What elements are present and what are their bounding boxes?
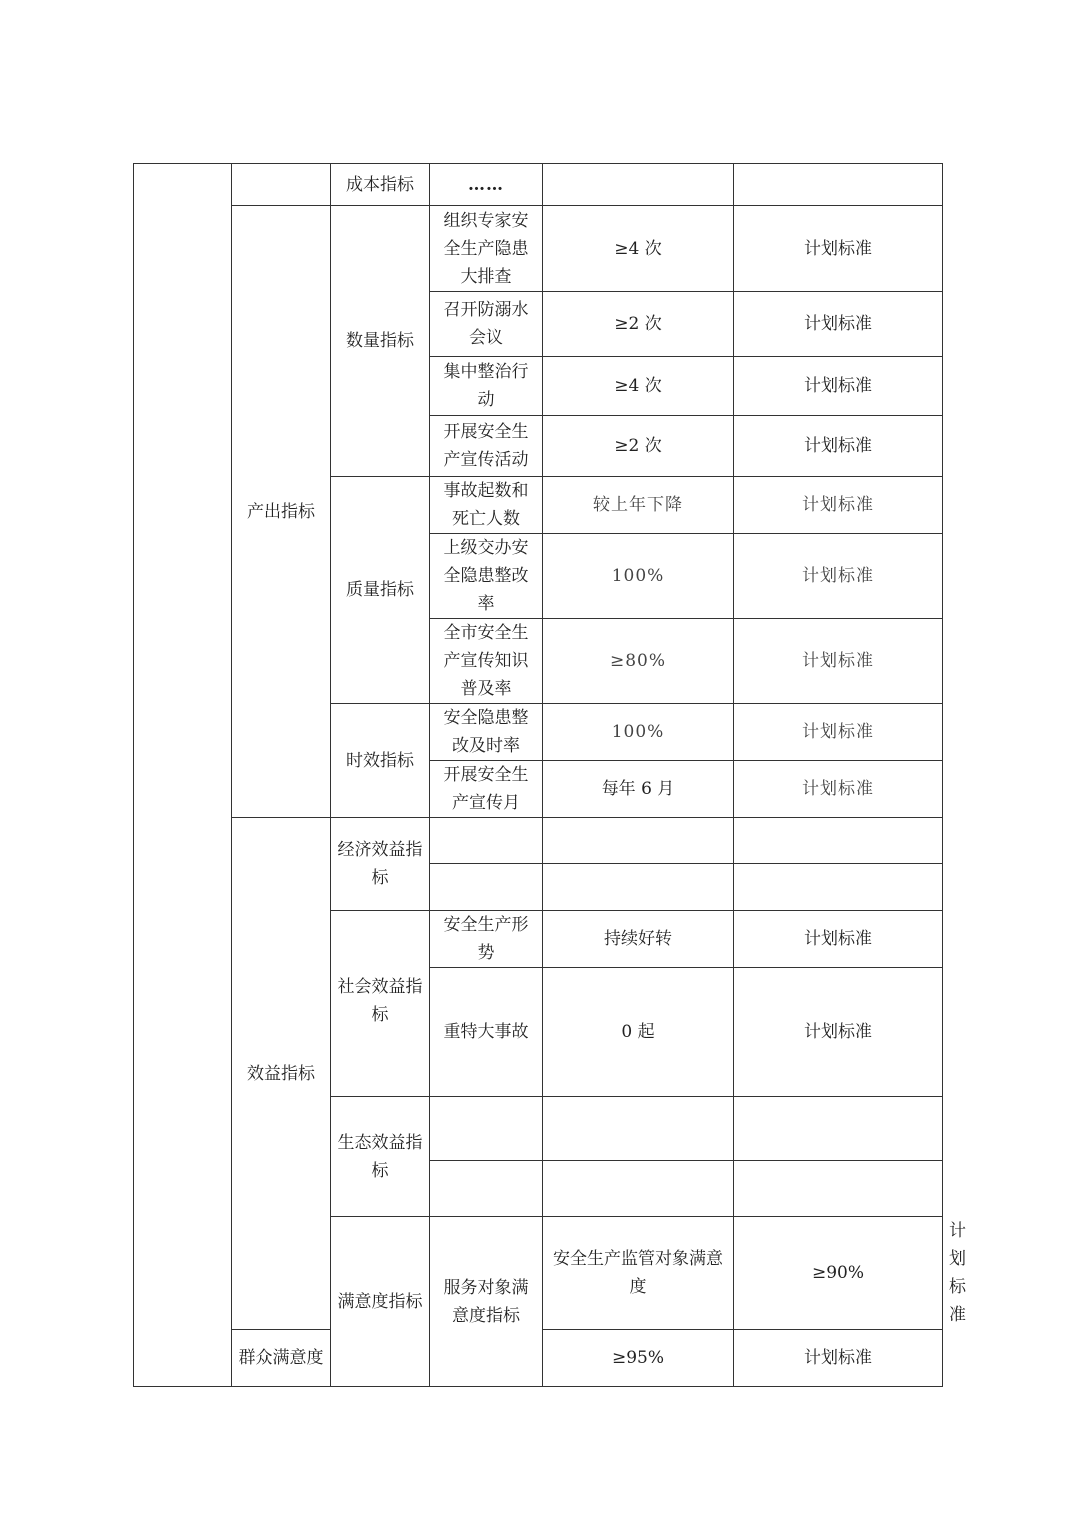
level3-timeliness-indicator: 时效指标 (331, 704, 430, 818)
indicator-blank-cell (430, 818, 543, 864)
value-cell: ≥90% (734, 1217, 943, 1330)
indicator-cell: 开展安全生产宣传活动 (430, 416, 543, 477)
level3-cost-indicator: 成本指标 (331, 164, 430, 206)
standard-cell: 计划标准 (734, 477, 943, 534)
standard-cell: 计划标准 (734, 292, 943, 357)
indicator-cell: 重特大事故 (430, 968, 543, 1097)
standard-cell: 计划标准 (734, 357, 943, 416)
level3-social-indicator: 社会效益指标 (331, 911, 430, 1097)
indicator-cell: 开展安全生产宣传月 (430, 761, 543, 818)
level1-blank-cell (134, 164, 232, 1387)
value-cell (543, 164, 734, 206)
standard-cell: 计划标准 (734, 619, 943, 704)
value-cell: ≥2 次 (543, 416, 734, 477)
performance-indicator-table (133, 163, 966, 1387)
standard-cell: 计划标准 (734, 416, 943, 477)
standard-cell: 计划标准 (734, 206, 943, 292)
indicator-cell: 安全隐患整改及时率 (430, 704, 543, 761)
indicator-cell: 群众满意度 (232, 1330, 331, 1387)
table-row (134, 818, 943, 864)
indicator-blank-cell (430, 1097, 543, 1161)
value-cell: ≥4 次 (543, 357, 734, 416)
standard-blank-cell (734, 1097, 943, 1161)
value-cell: ≥80% (543, 619, 734, 704)
level2-blank-cell (232, 164, 331, 206)
level2-benefit-indicator: 效益指标 (232, 818, 331, 1330)
value-blank-cell (543, 1161, 734, 1217)
standard-cell: 计划标准 (734, 1330, 943, 1387)
value-cell: ≥2 次 (543, 292, 734, 357)
standard-cell: 计划标准 (734, 911, 943, 968)
indicator-cell: 上级交办安全隐患整改率 (430, 534, 543, 619)
level3-ecological-indicator: 生态效益指标 (331, 1097, 430, 1217)
table-row: 满意度指标 服务对象满意度指标 安全生产监管对象满意度 ≥90% 计划标准 (134, 1217, 943, 1330)
standard-cell (734, 164, 943, 206)
value-cell: 每年 6 月 (543, 761, 734, 818)
value-blank-cell (543, 1097, 734, 1161)
indicator-cell: 全市安全生产宣传知识普及率 (430, 619, 543, 704)
level2-satisfaction-indicator: 满意度指标 (331, 1217, 430, 1387)
indicator-cell: 集中整治行动 (430, 357, 543, 416)
indicator-cell: 组织专家安全生产隐患大排查 (430, 206, 543, 292)
level3-quality-indicator: 质量指标 (331, 477, 430, 704)
standard-cell: 计划标准 (734, 534, 943, 619)
level3-service-satisfaction-indicator: 服务对象满意度指标 (430, 1217, 543, 1387)
value-cell: 持续好转 (543, 911, 734, 968)
value-cell: ≥95% (543, 1330, 734, 1387)
table-row (134, 164, 943, 206)
indicator-cell: 安全生产监管对象满意度 (543, 1217, 734, 1330)
indicator-blank-cell (430, 864, 543, 911)
level3-economic-indicator: 经济效益指标 (331, 818, 430, 911)
standard-blank-cell (734, 1161, 943, 1217)
indicator-cell: 事故起数和死亡人数 (430, 477, 543, 534)
value-cell: ≥4 次 (543, 206, 734, 292)
standard-blank-cell (734, 818, 943, 864)
value-cell: 100% (543, 704, 734, 761)
indicator-cell: 安全生产形势 (430, 911, 543, 968)
value-cell: 100% (543, 534, 734, 619)
standard-cell: 计划标准 (734, 761, 943, 818)
value-blank-cell (543, 864, 734, 911)
indicator-cell: 召开防溺水会议 (430, 292, 543, 357)
standard-cell: 计划标准 (734, 704, 943, 761)
standard-cell: 计划标准 (734, 968, 943, 1097)
standard-blank-cell (734, 864, 943, 911)
value-blank-cell (543, 818, 734, 864)
value-cell: 较上年下降 (543, 477, 734, 534)
indicator-blank-cell (430, 1161, 543, 1217)
level2-output-indicator: 产出指标 (232, 206, 331, 818)
indicator-ellipsis: …… (430, 164, 543, 206)
value-cell: 0 起 (543, 968, 734, 1097)
table-row (134, 206, 943, 292)
level3-quantity-indicator: 数量指标 (331, 206, 430, 477)
